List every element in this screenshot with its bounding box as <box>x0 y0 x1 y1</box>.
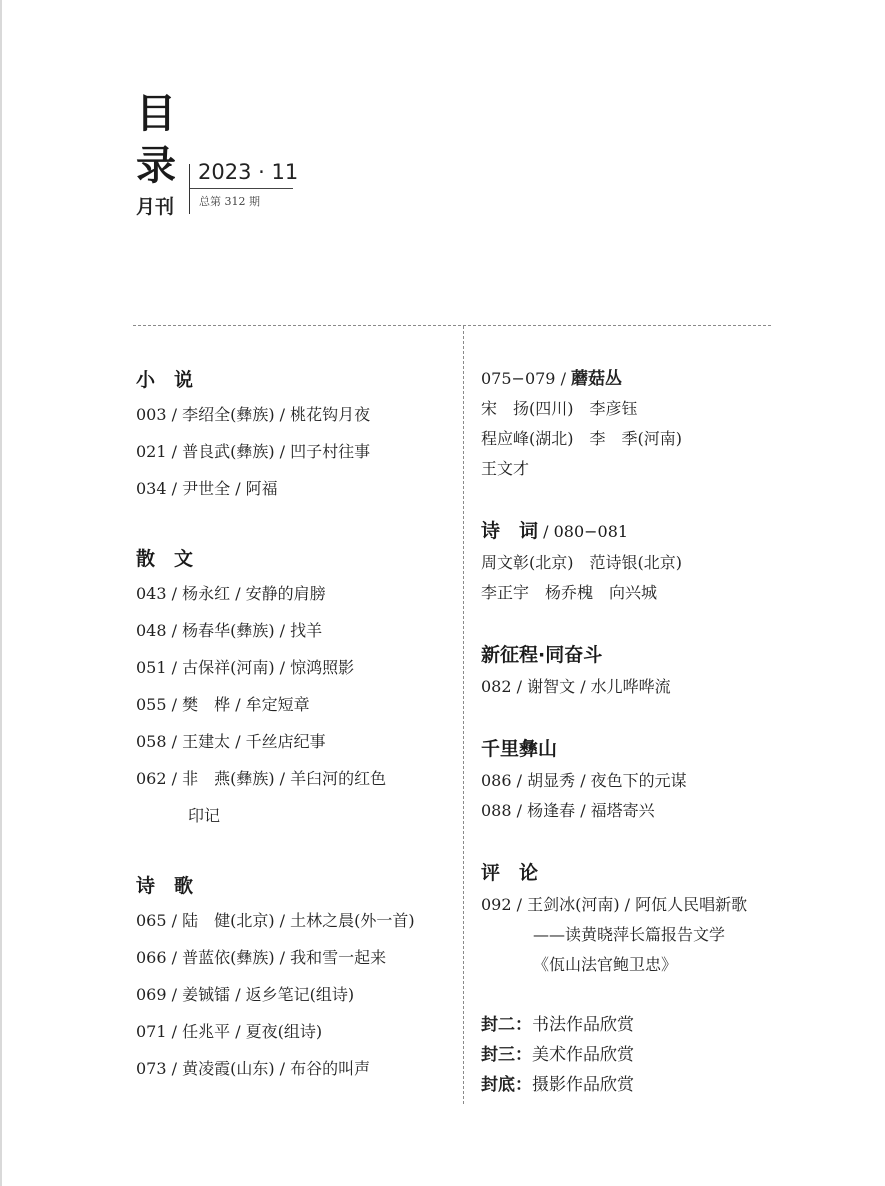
section-title-ci-poetry: 诗 词 <box>481 520 539 542</box>
dashed-vertical-divider <box>463 326 464 1104</box>
toc-entry[interactable]: 003 / 李绍全(彝族) / 桃花钩月夜 <box>136 405 371 424</box>
toc-entry[interactable]: 051 / 古保祥(河南) / 惊鸿照影 <box>136 658 355 677</box>
toc-entry[interactable]: 092 / 王剑冰(河南) / 阿佤人民唱新歌 <box>481 895 748 914</box>
toc-entry[interactable]: 021 / 普良武(彝族) / 凹子村往事 <box>136 442 371 461</box>
section-title-yi-mountains: 千里彝山 <box>481 738 558 760</box>
back-cover-line[interactable] <box>481 1070 781 1100</box>
author-line: 程应峰(湖北) 李 季(河南) <box>481 429 682 448</box>
toc-entry[interactable]: 043 / 杨永红 / 安静的肩膀 <box>136 584 326 603</box>
section-title-fiction: 小 说 <box>136 369 194 391</box>
cover-text: 书法作品欣赏 <box>532 1015 634 1035</box>
section-title-new-journey: 新征程·同奋斗 <box>481 644 603 666</box>
section-title-poetry: 诗 歌 <box>136 875 194 897</box>
header-vertical-divider <box>189 164 190 214</box>
toc-entry[interactable]: 082 / 谢智文 / 水儿哗哗流 <box>481 677 671 696</box>
toc-entry[interactable]: 066 / 普蓝依(彝族) / 我和雪一起来 <box>136 948 387 967</box>
cover-three-line[interactable] <box>481 1040 781 1070</box>
title-char-lu: 录 <box>136 143 176 189</box>
cover-label: 封三： <box>481 1045 532 1065</box>
toc-entry[interactable]: 088 / 杨逢春 / 福塔寄兴 <box>481 801 655 820</box>
toc-entry-subtitle: ——读黄晓萍长篇报告文学 <box>533 925 726 944</box>
toc-entry[interactable]: 073 / 黄凌霞(山东) / 布谷的叫声 <box>136 1059 371 1078</box>
toc-entry[interactable]: 065 / 陆 健(北京) / 土林之晨(外一首) <box>136 911 415 930</box>
title-char-mu: 目 <box>136 91 176 137</box>
toc-entry[interactable]: 086 / 胡显秀 / 夜色下的元谋 <box>481 771 687 790</box>
section-title-mushroom: 蘑菇丛 <box>571 369 623 389</box>
toc-entry[interactable]: 058 / 王建太 / 千丝店纪事 <box>136 732 326 751</box>
toc-entry[interactable]: 048 / 杨春华(彝族) / 找羊 <box>136 621 323 640</box>
author-line: 王文才 <box>481 459 530 478</box>
toc-entry[interactable]: 071 / 任兆平 / 夏夜(组诗) <box>136 1022 323 1041</box>
cover-text: 摄影作品欣赏 <box>532 1075 634 1095</box>
issue-date: 2023 · 11 <box>198 160 299 184</box>
section-title-criticism: 评 论 <box>481 862 539 884</box>
author-line: 宋 扬(四川) 李彦钰 <box>481 399 638 418</box>
section-pages: / 080−081 <box>538 522 629 541</box>
section-pages: 075−079 / <box>481 369 572 388</box>
section-title-prose: 散 文 <box>136 548 194 570</box>
author-line: 周文彰(北京) 范诗银(北京) <box>481 553 682 572</box>
dashed-horizontal-divider <box>133 325 771 326</box>
header-horizontal-rule <box>190 188 293 189</box>
cover-two-line[interactable] <box>481 1010 781 1040</box>
toc-entry[interactable]: 034 / 尹世全 / 阿福 <box>136 479 278 498</box>
section-heading-mushroom[interactable] <box>481 364 781 394</box>
section-heading-ci-poetry[interactable] <box>481 514 781 548</box>
toc-entry-continuation[interactable]: 印记 <box>188 806 221 825</box>
cover-text: 美术作品欣赏 <box>532 1045 634 1065</box>
cover-label: 封二： <box>481 1015 532 1035</box>
toc-entry[interactable]: 055 / 樊 桦 / 牟定短章 <box>136 695 310 714</box>
left-column <box>136 364 454 1087</box>
toc-entry[interactable]: 062 / 非 燕(彝族) / 羊臼河的红色 <box>136 769 387 788</box>
right-column <box>481 364 781 1100</box>
toc-entry[interactable]: 069 / 姜铖镭 / 返乡笔记(组诗) <box>136 985 355 1004</box>
cover-label: 封底： <box>481 1075 532 1095</box>
author-line: 李正宇 杨乔槐 向兴城 <box>481 583 658 602</box>
page-edge <box>0 0 2 1186</box>
monthly-label: 月刊 <box>136 196 175 218</box>
issue-total-number: 总第 312 期 <box>199 195 260 208</box>
toc-entry-subtitle: 《佤山法官鲍卫忠》 <box>533 955 678 974</box>
